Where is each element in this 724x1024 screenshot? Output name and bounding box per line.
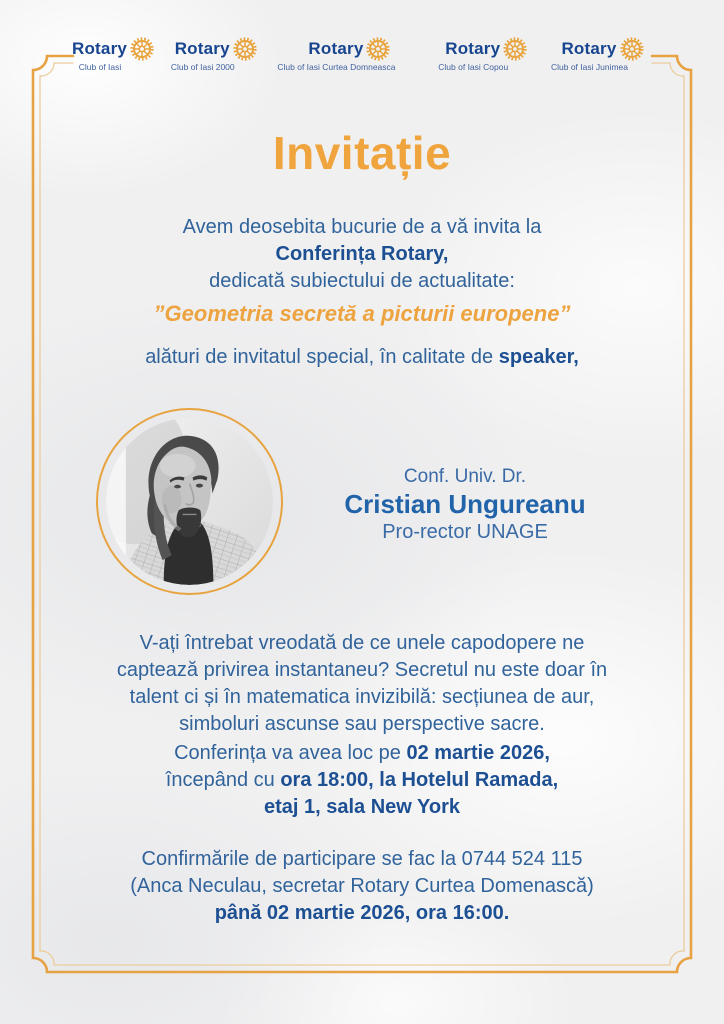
logo-club-of-iasi	[72, 37, 154, 72]
confirm-contact-line: (Anca Neculau, secretar Rotary Curtea Domenască)	[130, 875, 594, 897]
logo-lockup	[308, 37, 390, 61]
confirm-phone-line: Confirmările de participare se fac la 0744 524 115	[141, 848, 583, 870]
logo-lockup	[72, 37, 154, 61]
page-title: Invitație	[272, 127, 452, 179]
speaker-invite-line	[0, 344, 724, 371]
rotary-wheel-icon	[620, 37, 644, 61]
rotary-wordmark: Rotary	[72, 39, 128, 58]
rotary-wordmark: Rotary	[308, 39, 364, 58]
event-details-paragraph	[0, 740, 724, 821]
invite-line-bold: speaker,	[498, 346, 579, 368]
conference-topic-quote: ”Geometria secretă a picturii europene”	[153, 301, 571, 326]
logo-lockup	[561, 37, 643, 61]
rotary-wheel-icon	[130, 37, 154, 61]
club-name: Club of Iasi Junimea	[550, 62, 628, 72]
logo-lockup	[175, 37, 257, 61]
about-line-3: talent ci și în matematica invizibilă: secțiunea de aur,	[129, 686, 595, 708]
rotary-wordmark: Rotary	[561, 39, 617, 58]
rotary-wheel-icon	[503, 37, 527, 61]
about-line-4: simboluri ascunse sau perspective sacre.	[179, 713, 545, 735]
about-paragraph	[0, 630, 724, 738]
intro-line-3: dedicată subiectului de actualitate:	[209, 270, 515, 292]
rotary-wheel-icon	[233, 37, 257, 61]
club-name: Club of Iasi Curtea Domneasca	[277, 62, 396, 72]
rotary-logos-row	[72, 37, 654, 72]
logo-club-of-iasi-curtea-domneasca	[277, 37, 421, 72]
logo-club-of-iasi-2000	[171, 37, 261, 72]
event-room: etaj 1, sala New York	[263, 796, 461, 818]
speaker-pretitle: Conf. Univ. Dr.	[403, 466, 527, 487]
rotary-wordmark: Rotary	[445, 39, 501, 58]
speaker-portrait-photo	[106, 418, 273, 585]
speaker-role: Pro-rector UNAGE	[382, 521, 548, 543]
logo-club-of-iasi-copou	[438, 37, 534, 72]
intro-paragraph	[0, 214, 724, 295]
logo-club-of-iasi-junimea	[551, 37, 654, 72]
intro-line-1: Avem deosebita bucurie de a vă invita la	[182, 216, 542, 238]
portrait-illustration	[106, 418, 273, 585]
club-name: Club of Iasi	[78, 62, 122, 72]
invite-line-text: alături de invitatul special, în calitate de	[145, 346, 499, 368]
club-name: Club of Iasi 2000	[170, 62, 235, 72]
event-line-1: Conferința va avea loc pe	[174, 742, 407, 764]
intro-line-2-bold: Conferința Rotary,	[275, 243, 449, 265]
speaker-info-block	[300, 464, 630, 545]
about-line-1: V-ați întrebat vreodată de ce unele capodopere ne	[139, 632, 585, 654]
event-line-2: începând cu	[165, 769, 281, 791]
speaker-photo-ring	[96, 408, 283, 595]
about-line-2: captează privirea instantaneu? Secretul nu este doar în	[116, 659, 608, 681]
logo-lockup	[445, 37, 527, 61]
confirm-deadline: până 02 martie 2026, ora 16:00.	[214, 902, 510, 924]
speaker-name: Cristian Ungureanu	[344, 489, 586, 519]
rotary-wheel-icon	[366, 37, 390, 61]
confirmation-paragraph	[0, 846, 724, 927]
club-name: Club of Iasi Copou	[438, 62, 509, 72]
rotary-wordmark: Rotary	[174, 39, 230, 58]
event-time-venue: ora 18:00, la Hotelul Ramada,	[280, 769, 559, 791]
event-date: 02 martie 2026,	[406, 742, 550, 764]
